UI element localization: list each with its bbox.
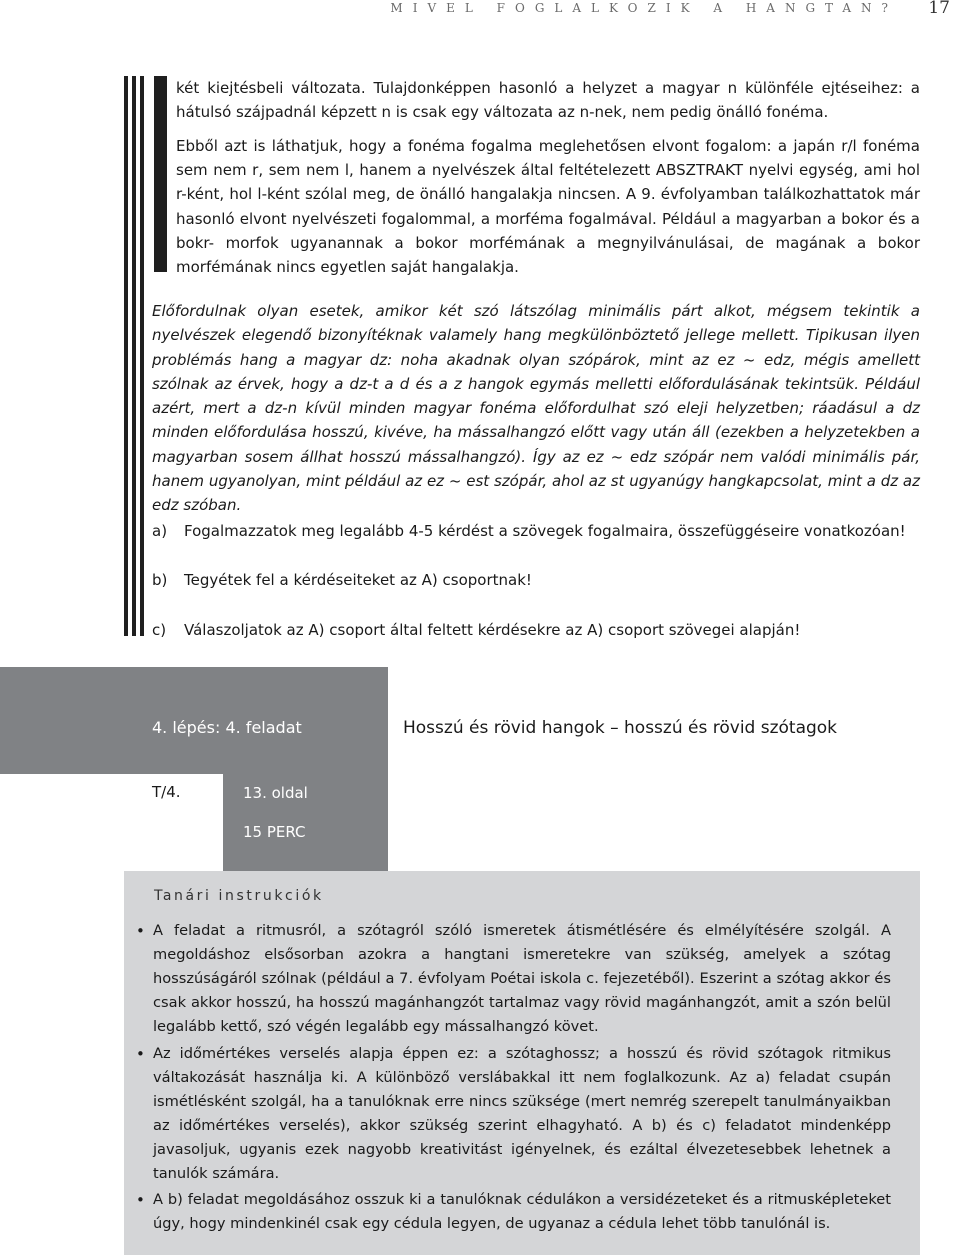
question-text: Válaszoljatok az A) csoport által feltett kérdésekre az A) csoport szövegei alapján!: [184, 621, 801, 639]
question-a: [152, 522, 906, 540]
running-title: MIVEL FOGLALKOZIK A HANGTAN?: [390, 1, 898, 15]
step-label: 4. lépés: 4. feladat: [152, 718, 302, 737]
question-b: [152, 571, 532, 589]
page-header: [0, 0, 960, 22]
margin-bar-2: [132, 76, 136, 636]
time-estimate: 15 PERC: [243, 823, 306, 841]
instruction-bullet: • A feladat a ritmusról, a szótagról szóló ismeretek átismétlésére és elmélyítésére szolgál. A megoldáshoz elsősorban azokra a hangtani ismeretekre van szükség, amelyek a szótag hosszúságáról szólnak (például a 7. évfolyam Poétai iskola c. fejezetéből). Eszerint a szótag akkor és csak akkor hosszú, ha hosszú magánhangzót tartalmaz vagy rövid magánhangzót, amit a szón belül legalább kettő, szó végén legalább egy mássalhangzó követ.: [153, 919, 891, 1039]
paragraph-variants: két kiejtésbeli változata. Tulajdonképpen hasonló a helyzet a magyar n különféle ejtéseihez: a hátulsó szájpadnál képzett n is csak egy változata az n-nek, nem pedig önálló fonéma.: [176, 79, 920, 121]
question-text: Tegyétek fel a kérdéseiteket az A) csoportnak!: [184, 571, 532, 589]
task-code: T/4.: [152, 783, 181, 801]
margin-bar-1: [124, 76, 128, 636]
question-label: b): [152, 571, 168, 589]
question-label: c): [152, 621, 167, 639]
page-reference: 13. oldal: [243, 784, 308, 802]
margin-bar-3: [140, 76, 144, 636]
question-label: a): [152, 522, 168, 540]
instruction-bullet: • Az időmértékes verselés alapja éppen ez: a szótaghossz; a hosszú és rövid szótagok ritmikus váltakozását használja ki. A különböző verslábakkal itt nem foglalkozunk. Az a) feladat csupán ismétlésként szolgál, ha a tanulóknak erre nincs szüksége (mert nemrég szerepelt tanulmányaikban az időmértékes verselés), akkor szükség szerint elhagyható. A b) és c) feladatot mindenképp javasoljuk, ugyanis ezek nagyobb kreativitást igényelnek, és ezáltal élvezetesebbek lehetnek a tanulók számára.: [153, 1042, 891, 1187]
instructions-heading: Tanári instrukciók: [154, 888, 324, 904]
question-text: Fogalmazzatok meg legalább 4-5 kérdést a szövegek fogalmaira, összefüggéseire vonatkozóan!: [184, 522, 906, 540]
margin-bar-4: [154, 76, 167, 272]
paragraph-minimal-pairs: Előfordulnak olyan esetek, amikor két szó látszólag minimális párt alkot, mégsem tekintik a nyelvészek elegendő bizonyítéknak valamely hang megkülönböztető jellege mellett. Tipikusan ilyen problémás hang a magyar dz: noha akadnak olyan szópárok, mint az ez ~ edz, mégis amellett szólnak az érvek, hogy a dz-t a d és a z hangok egymás melletti előfordulásának tekintsük. Például azért, mert a dz-n kívül minden magyar fonéma előfordulhat szó eleji helyzetben; ráadásul a dz minden előfordulása hosszú, kivéve, ha mássalhangzó előtt vagy után áll (ezekben a helyzetekben a magyarban sosem állhat hosszú mássalhangzó). Így az ez ~ edz szópár nem valódi minimális pár, hanem ugyanolyan, mint például az ez ~ est szópár, ahol az st ugyanúgy hangkapcsolat, mint a dz az edz szóban.: [152, 302, 920, 515]
task-title: Hosszú és rövid hangok – hosszú és rövid szótagok: [403, 718, 838, 738]
instruction-bullet: • A b) feladat megoldásához osszuk ki a tanulóknak cédulákon a versidézeteket és a ritmusképleteket úgy, hogy mindenkinél csak egy cédula legyen, de ugyanaz a cédula lehet több tanulónál is.: [153, 1188, 891, 1236]
paragraph-phoneme-abstract: Ebből azt is láthatjuk, hogy a fonéma fogalma meglehetősen elvont fogalom: a japán r/l fonéma sem nem r, sem nem l, hanem a nyelvészek által feltételezett ABSZTRAKT nyelvi egység, ami hol r-ként, hol l-ként szólal meg, de önálló hangalakja nincsen. A 9. évfolyamban találkozhattatok már hasonló elvont nyelvészeti fogalommal, a morféma fogalmával. Például a magyarban a bokor és a bokr- morfok ugyanannak a bokor morfémának a megnyilvánulásai, de magának a bokor morfémának nincs egyetlen saját hangalakja.: [176, 137, 920, 277]
page-number: 17: [928, 0, 950, 18]
question-c: [152, 621, 800, 639]
